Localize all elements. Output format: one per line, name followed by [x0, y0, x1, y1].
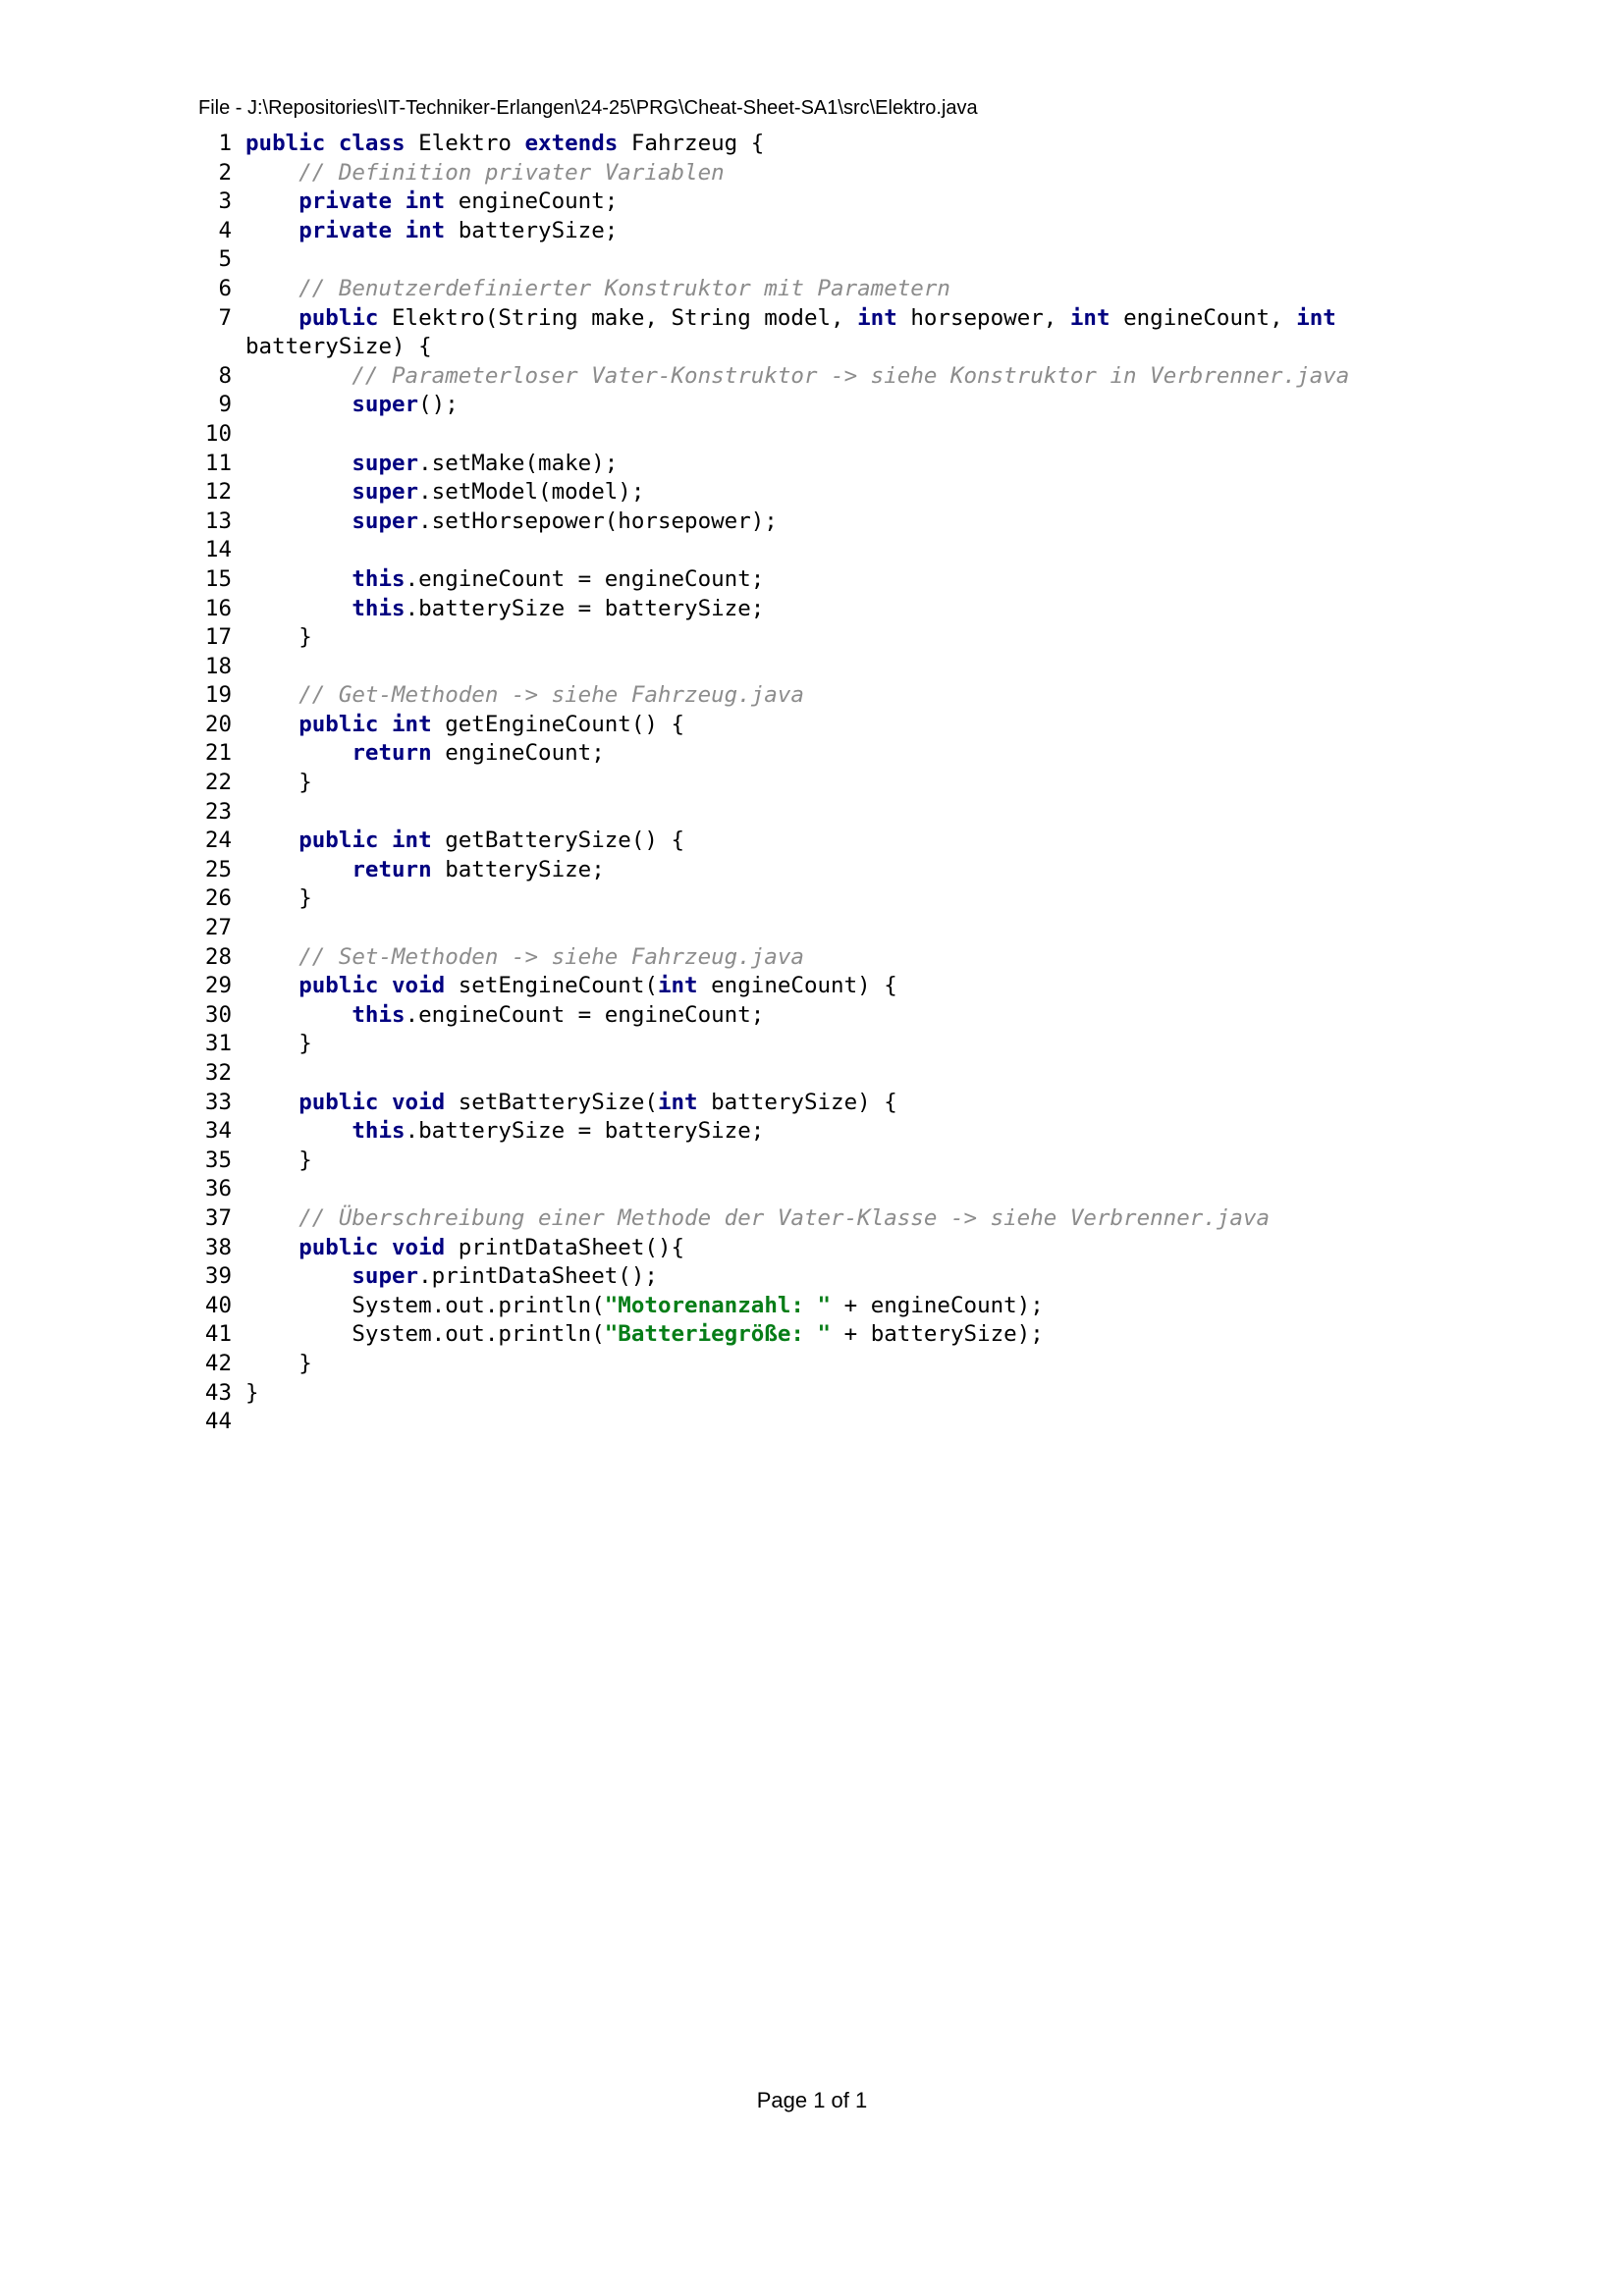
line-number: 44 — [204, 1409, 232, 1435]
line-number: 11 — [204, 450, 232, 476]
line-number: 3 — [218, 188, 232, 215]
code-token — [245, 1235, 298, 1260]
line-code — [245, 160, 725, 186]
comment-token: // Definition privater Variablen — [298, 159, 725, 186]
code-line — [198, 769, 1377, 798]
code-line — [198, 739, 1377, 769]
keyword-token: super — [352, 392, 419, 418]
keyword-token: void — [392, 1089, 446, 1115]
string-literal-token: "Motorenanzahl: " — [604, 1292, 832, 1318]
keyword-token: super — [352, 507, 419, 534]
line-number: 26 — [204, 885, 232, 912]
code-line — [198, 595, 1377, 624]
keyword-token: public — [298, 1089, 379, 1115]
line-code — [245, 1002, 764, 1028]
line-code — [245, 392, 459, 417]
line-number: 37 — [204, 1204, 232, 1231]
line-number: 1 — [218, 131, 232, 156]
code-token — [245, 566, 352, 592]
line-code — [245, 712, 684, 737]
keyword-token: public — [298, 711, 379, 737]
code-token: engineCount) { — [697, 973, 897, 999]
line-number: 25 — [204, 856, 232, 882]
code-token: getEngineCount() { — [431, 711, 685, 737]
line-code — [245, 1235, 684, 1260]
page-number-footer: Page 1 of 1 — [756, 2088, 868, 2112]
code-token: setBatterySize( — [445, 1089, 658, 1115]
code-line — [198, 856, 1377, 885]
keyword-token: int — [857, 304, 897, 331]
code-token — [245, 973, 298, 998]
code-line — [198, 1262, 1377, 1292]
code-token — [245, 218, 298, 243]
keyword-token: public — [298, 304, 379, 331]
line-number: 31 — [204, 1031, 232, 1057]
code-token: } — [245, 1031, 312, 1057]
code-token: System.out.println( — [245, 1292, 605, 1318]
line-code — [245, 363, 1349, 389]
line-code — [245, 131, 764, 156]
code-token: engineCount; — [431, 740, 605, 767]
keyword-token: extends — [524, 131, 619, 156]
code-token: + engineCount); — [831, 1292, 1044, 1318]
code-token: (); — [418, 392, 459, 418]
code-token: horsepower, — [896, 304, 1070, 331]
line-code — [245, 740, 605, 766]
line-code — [245, 566, 764, 592]
keyword-token: void — [392, 1234, 446, 1260]
code-token: .engineCount = engineCount; — [405, 565, 765, 592]
line-code — [245, 944, 804, 970]
line-number: 33 — [204, 1089, 232, 1115]
line-code — [245, 1321, 1044, 1347]
keyword-token: public — [298, 973, 379, 999]
code-token — [378, 1235, 392, 1260]
code-token — [245, 160, 298, 186]
line-number: 39 — [204, 1263, 232, 1290]
code-line — [198, 798, 1377, 828]
keyword-token: void — [392, 973, 446, 999]
line-code — [245, 1293, 1044, 1318]
keyword-token: int — [1069, 304, 1110, 331]
code-line — [198, 1175, 1377, 1204]
line-number: 14 — [204, 537, 232, 563]
code-token: .batterySize = batterySize; — [405, 595, 765, 621]
line-number: 43 — [204, 1379, 232, 1406]
code-token: batterySize) { — [245, 304, 1350, 360]
line-code — [245, 1380, 259, 1406]
code-token — [325, 131, 339, 156]
code-token — [245, 1205, 298, 1231]
line-number: 23 — [204, 798, 232, 825]
code-token: } — [245, 1350, 312, 1376]
line-code — [245, 479, 644, 505]
line-number: 34 — [204, 1118, 232, 1145]
code-token — [245, 363, 352, 389]
keyword-token: return — [352, 740, 432, 767]
code-token — [245, 276, 298, 301]
keyword-token: return — [352, 856, 432, 882]
code-token: .setMake(make); — [418, 450, 619, 476]
code-token: .setHorsepower(horsepower); — [418, 507, 778, 534]
code-token: batterySize; — [431, 856, 605, 882]
keyword-token: class — [338, 131, 406, 156]
code-token: System.out.println( — [245, 1321, 605, 1348]
code-token: .batterySize = batterySize; — [405, 1118, 765, 1145]
code-line — [198, 159, 1377, 188]
line-number: 7 — [218, 304, 232, 331]
code-line — [198, 1350, 1377, 1379]
line-number: 19 — [204, 682, 232, 709]
keyword-token: int — [657, 1089, 698, 1115]
code-line — [198, 1117, 1377, 1147]
code-listing — [198, 130, 1377, 1437]
line-number: 4 — [218, 217, 232, 243]
line-code — [245, 1031, 312, 1056]
code-line — [198, 1379, 1377, 1409]
code-token: } — [245, 885, 312, 912]
code-token — [245, 1002, 352, 1028]
code-token — [392, 218, 406, 243]
keyword-token: public — [298, 1234, 379, 1260]
code-token: } — [245, 624, 312, 651]
line-number: 8 — [218, 362, 232, 389]
code-token: .printDataSheet(); — [418, 1263, 658, 1290]
keyword-token: int — [657, 973, 698, 999]
comment-token: // Set-Methoden -> siehe Fahrzeug.java — [298, 943, 804, 970]
line-number: 41 — [204, 1321, 232, 1348]
code-line — [198, 420, 1377, 450]
string-literal-token: "Batteriegröße: " — [604, 1321, 832, 1348]
code-line — [198, 1147, 1377, 1176]
keyword-token: int — [1296, 304, 1336, 331]
code-token — [245, 451, 352, 476]
line-code — [245, 1148, 312, 1173]
line-number: 40 — [204, 1292, 232, 1318]
code-line — [198, 1292, 1377, 1321]
line-number: 27 — [204, 915, 232, 941]
code-token — [245, 828, 298, 853]
code-token: batterySize; — [445, 217, 619, 243]
line-number: 30 — [204, 1001, 232, 1028]
code-token — [245, 944, 298, 970]
comment-token: // Benutzerdefinierter Konstruktor mit Parametern — [298, 275, 950, 301]
line-number: 5 — [218, 246, 232, 273]
keyword-token: int — [405, 188, 446, 215]
code-line — [198, 1408, 1377, 1437]
code-line — [198, 362, 1377, 392]
code-line — [198, 623, 1377, 653]
code-token — [245, 188, 298, 214]
line-code — [245, 188, 618, 214]
line-code — [245, 885, 312, 911]
line-code — [245, 218, 618, 243]
code-line — [198, 187, 1377, 217]
keyword-token: int — [392, 711, 432, 737]
line-number: 42 — [204, 1350, 232, 1376]
code-token — [245, 712, 298, 737]
code-line — [198, 1059, 1377, 1089]
line-number: 38 — [204, 1234, 232, 1260]
line-code — [245, 973, 897, 998]
code-token — [378, 1090, 392, 1115]
code-token — [245, 1118, 352, 1144]
comment-token: // Überschreibung einer Methode der Vater-Klasse -> siehe Verbrenner.java — [298, 1204, 1271, 1231]
keyword-token: this — [352, 1001, 406, 1028]
code-line — [198, 275, 1377, 304]
code-token — [245, 1263, 352, 1289]
code-line — [198, 304, 1377, 362]
code-token: } — [245, 1379, 259, 1406]
keyword-token: this — [352, 595, 406, 621]
code-token — [378, 828, 392, 853]
code-token: engineCount, — [1110, 304, 1297, 331]
line-number: 22 — [204, 770, 232, 796]
line-number: 9 — [218, 392, 232, 418]
code-token: engineCount; — [445, 188, 619, 215]
line-number: 17 — [204, 624, 232, 651]
keyword-token: private — [298, 188, 393, 215]
comment-token: // Parameterloser Vater-Konstruktor -> siehe Konstruktor in Verbrenner.java — [352, 362, 1350, 389]
file-path-header: File - J:\Repositories\IT-Techniker-Erlangen\24-25\PRG\Cheat-Sheet-SA1\src\Elektro.java — [198, 97, 978, 119]
code-token — [245, 305, 298, 331]
code-line — [198, 943, 1377, 973]
code-line — [198, 507, 1377, 537]
code-line — [198, 653, 1377, 682]
code-token — [245, 682, 298, 708]
code-line — [198, 478, 1377, 507]
code-line — [198, 711, 1377, 740]
code-line — [198, 681, 1377, 711]
code-token: batterySize) { — [697, 1089, 897, 1115]
keyword-token: this — [352, 1118, 406, 1145]
code-token — [245, 508, 352, 534]
code-line — [198, 565, 1377, 595]
keyword-token: private — [298, 217, 393, 243]
comment-token: // Get-Methoden -> siehe Fahrzeug.java — [298, 682, 804, 709]
line-code — [245, 624, 312, 650]
line-code — [245, 305, 1349, 360]
line-number: 29 — [204, 973, 232, 999]
line-number: 36 — [204, 1176, 232, 1202]
code-line — [198, 536, 1377, 565]
line-code — [245, 1118, 764, 1144]
line-number: 24 — [204, 828, 232, 854]
line-number: 13 — [204, 507, 232, 534]
line-code — [245, 1263, 658, 1289]
line-code — [245, 596, 764, 621]
code-token — [245, 1090, 298, 1115]
code-token — [378, 712, 392, 737]
line-number: 6 — [218, 275, 232, 301]
line-number: 35 — [204, 1147, 232, 1173]
line-number: 18 — [204, 653, 232, 679]
code-line — [198, 1030, 1377, 1059]
code-token — [245, 392, 352, 417]
code-token: } — [245, 1147, 312, 1173]
line-number: 12 — [204, 479, 232, 506]
line-number: 16 — [204, 595, 232, 621]
code-token: getBatterySize() { — [431, 828, 685, 854]
code-line — [198, 1204, 1377, 1234]
code-token: printDataSheet(){ — [445, 1234, 685, 1260]
code-line — [198, 914, 1377, 943]
keyword-token: public — [298, 828, 379, 854]
line-code — [245, 451, 618, 476]
code-line — [198, 1001, 1377, 1031]
line-code — [245, 828, 684, 853]
line-code — [245, 1205, 1270, 1231]
code-line — [198, 827, 1377, 856]
line-code — [245, 1351, 312, 1376]
code-line — [198, 130, 1377, 159]
code-token — [245, 857, 352, 882]
code-token — [392, 188, 406, 214]
line-code — [245, 857, 605, 882]
line-code — [245, 682, 804, 708]
code-token: setEngineCount( — [445, 973, 658, 999]
code-line — [198, 884, 1377, 914]
line-number: 10 — [204, 420, 232, 447]
keyword-token: int — [405, 217, 446, 243]
code-line — [198, 1320, 1377, 1350]
line-number: 20 — [204, 711, 232, 737]
code-line — [198, 391, 1377, 420]
keyword-token: super — [352, 1263, 419, 1290]
code-token: .setModel(model); — [418, 479, 645, 506]
line-code — [245, 276, 950, 301]
code-line — [198, 972, 1377, 1001]
line-number: 28 — [204, 943, 232, 970]
code-token: Elektro — [405, 131, 525, 156]
keyword-token: public — [245, 131, 326, 156]
line-number: 21 — [204, 740, 232, 767]
code-token — [378, 973, 392, 998]
code-token — [245, 479, 352, 505]
code-token: .engineCount = engineCount; — [405, 1001, 765, 1028]
keyword-token: int — [392, 828, 432, 854]
code-token — [245, 740, 352, 766]
code-token: } — [245, 770, 312, 796]
code-token: + batterySize); — [831, 1321, 1044, 1348]
keyword-token: super — [352, 450, 419, 476]
code-token — [245, 596, 352, 621]
keyword-token: super — [352, 479, 419, 506]
line-number: 2 — [218, 159, 232, 186]
code-token: Elektro(String make, String model, — [378, 304, 858, 331]
line-code — [245, 1090, 897, 1115]
code-line — [198, 1234, 1377, 1263]
code-line — [198, 245, 1377, 275]
keyword-token: this — [352, 565, 406, 592]
line-number: 15 — [204, 565, 232, 592]
line-code — [245, 770, 312, 795]
code-line — [198, 217, 1377, 246]
line-code — [245, 508, 778, 534]
code-line — [198, 1089, 1377, 1118]
code-line — [198, 450, 1377, 479]
line-number: 32 — [204, 1060, 232, 1086]
code-token: Fahrzeug { — [618, 131, 765, 156]
